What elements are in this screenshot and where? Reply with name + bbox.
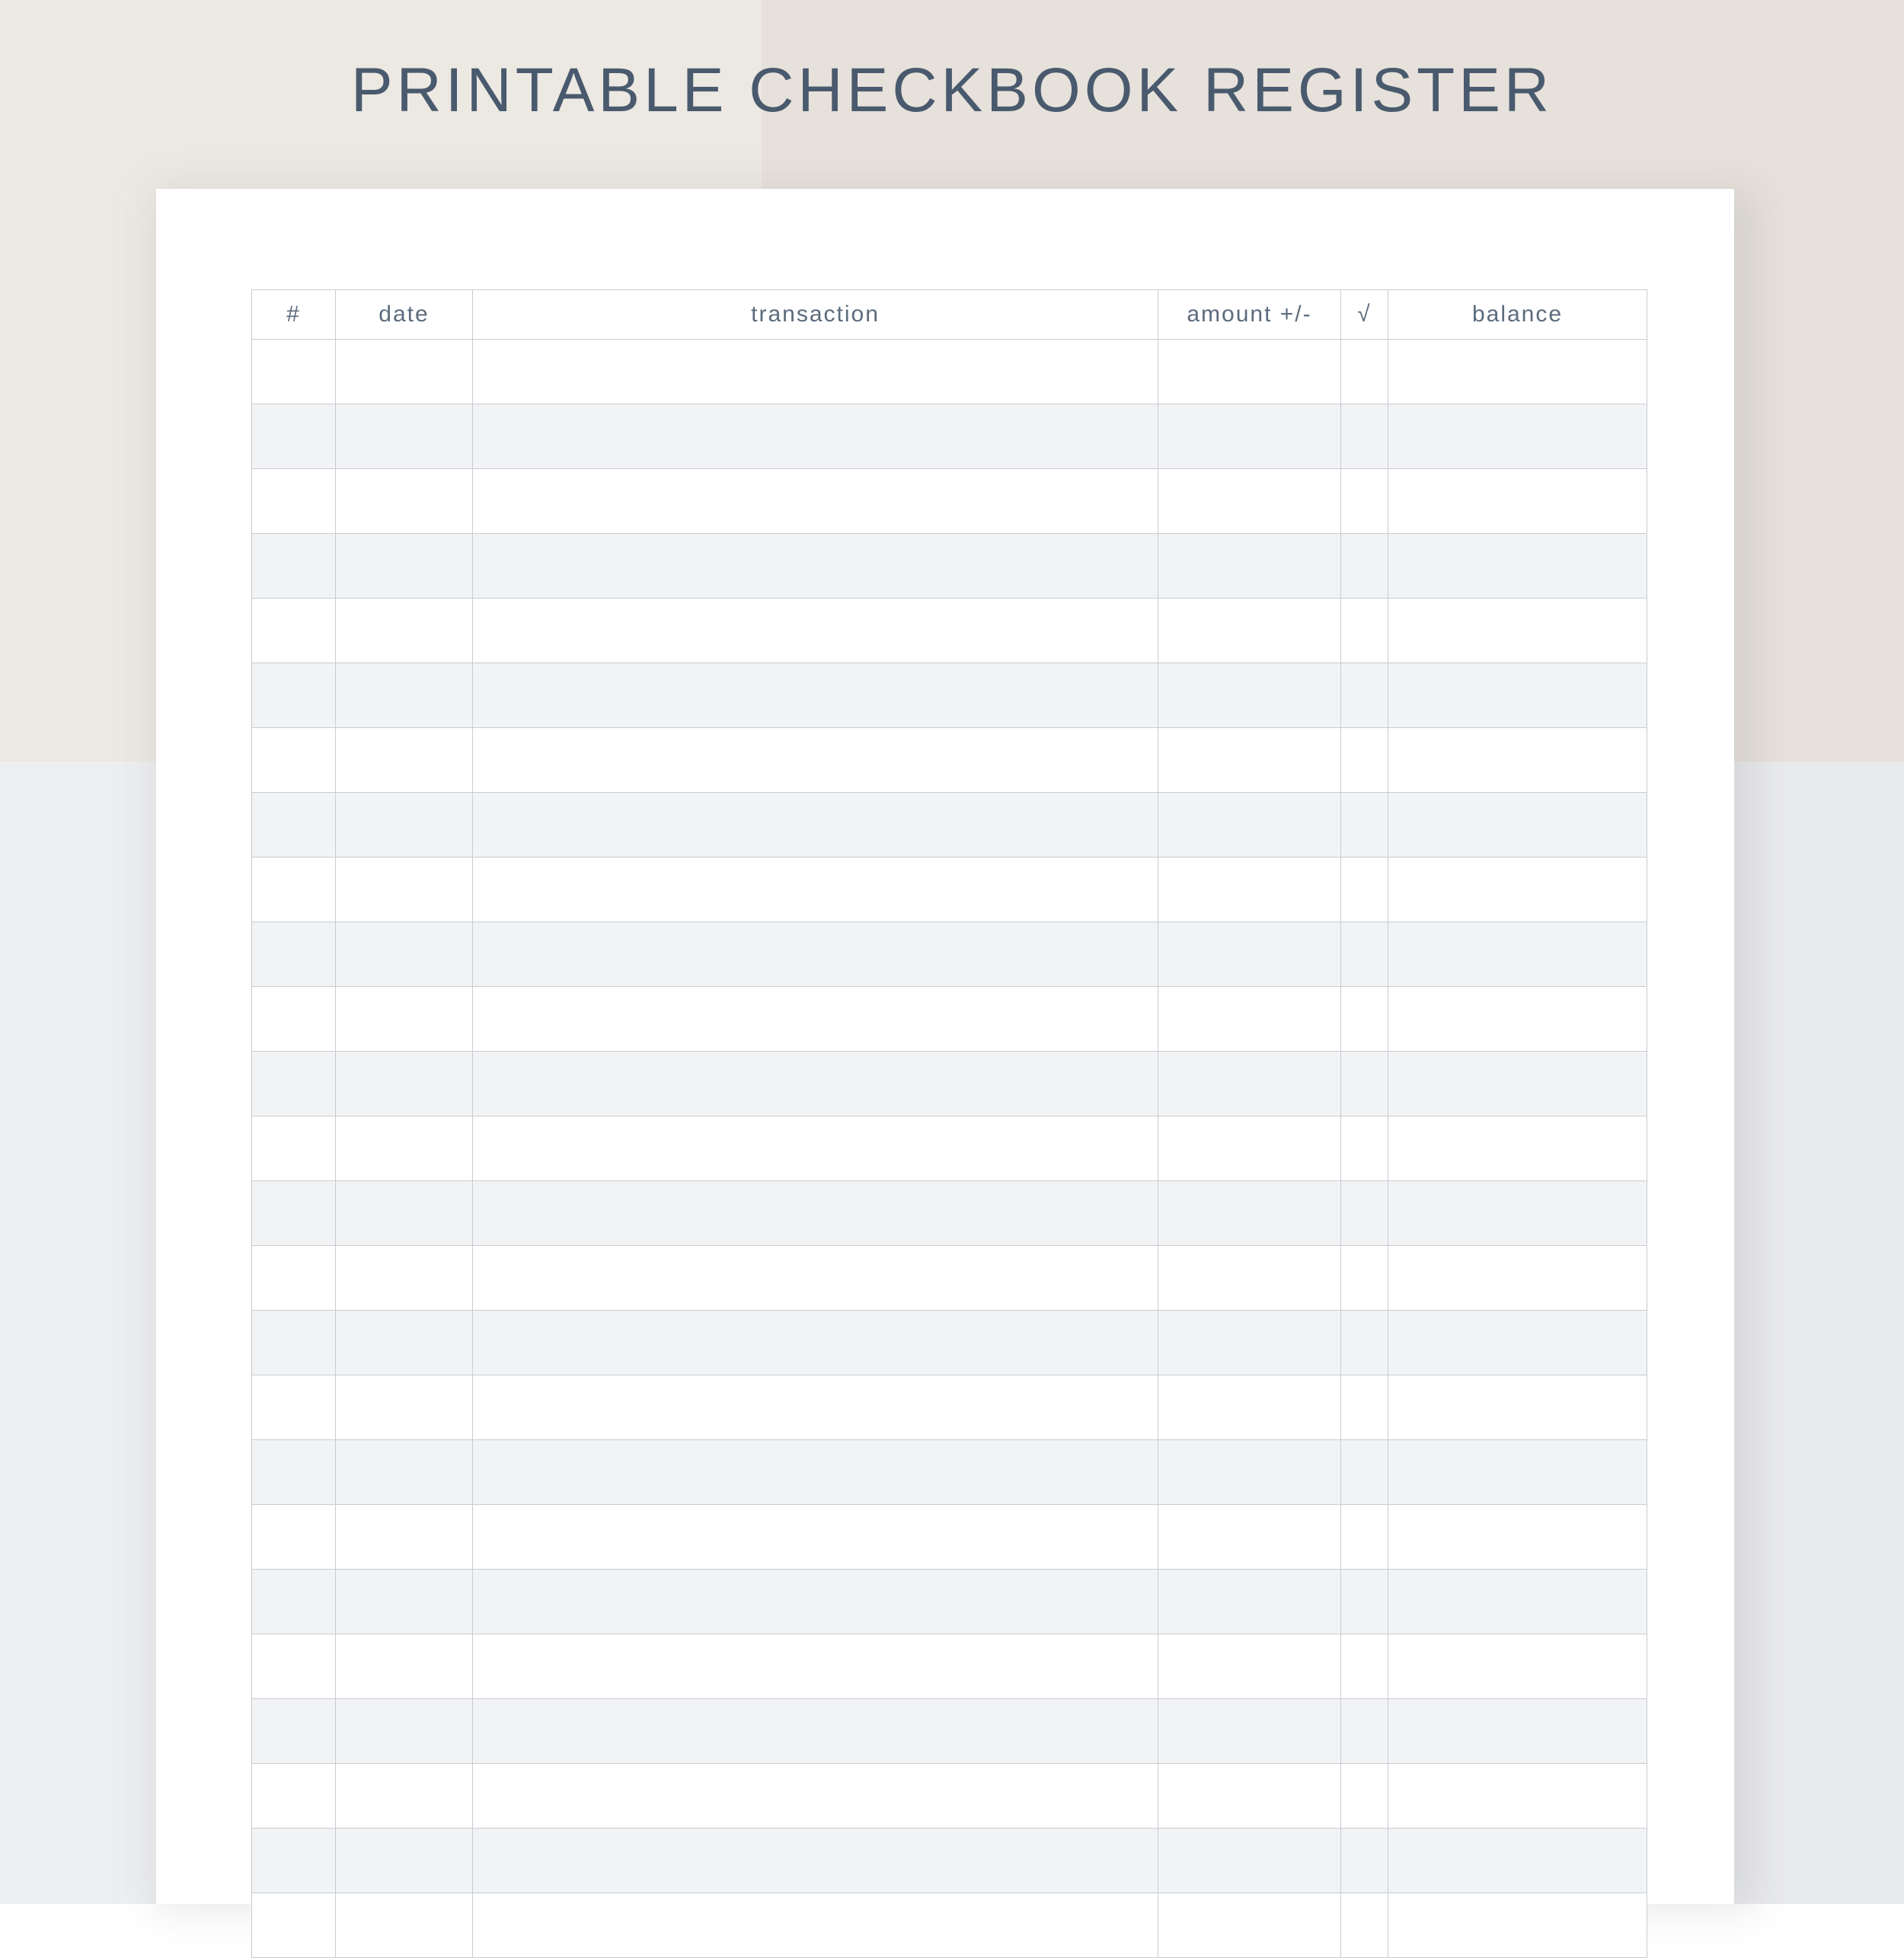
cell-number[interactable] [252,1116,336,1181]
cell-amount[interactable] [1158,1246,1341,1311]
cell-date[interactable] [336,1570,473,1634]
cell-check[interactable] [1341,1893,1388,1958]
cell-check[interactable] [1341,1246,1388,1311]
cell-number[interactable] [252,1246,336,1311]
table-row[interactable] [252,922,1647,987]
cell-balance[interactable] [1388,1570,1647,1634]
cell-amount[interactable] [1158,599,1341,663]
table-row[interactable] [252,534,1647,599]
checkbook-register-table [251,289,1647,1958]
cell-transaction[interactable] [473,1311,1158,1375]
cell-number[interactable] [252,793,336,858]
cell-amount[interactable] [1158,1893,1341,1958]
cell-date[interactable] [336,1699,473,1764]
cell-check[interactable] [1341,1311,1388,1375]
cell-amount[interactable] [1158,728,1341,793]
cell-check[interactable] [1341,1634,1388,1699]
cell-check[interactable] [1341,1052,1388,1116]
cell-transaction[interactable] [473,599,1158,663]
cell-check[interactable] [1341,1764,1388,1829]
cell-date[interactable] [336,1375,473,1440]
table-row[interactable] [252,1375,1647,1440]
cell-balance[interactable] [1388,793,1647,858]
cell-amount[interactable] [1158,1505,1341,1570]
cell-balance[interactable] [1388,728,1647,793]
cell-transaction[interactable] [473,922,1158,987]
cell-amount[interactable] [1158,987,1341,1052]
cell-balance[interactable] [1388,469,1647,534]
table-row[interactable] [252,1116,1647,1181]
cell-date[interactable] [336,469,473,534]
cell-transaction[interactable] [473,1764,1158,1829]
cell-number[interactable] [252,1634,336,1699]
cell-amount[interactable] [1158,1634,1341,1699]
table-row[interactable] [252,663,1647,728]
cell-amount[interactable] [1158,1829,1341,1893]
cell-balance[interactable] [1388,987,1647,1052]
cell-transaction[interactable] [473,1699,1158,1764]
cell-check[interactable] [1341,340,1388,404]
cell-number[interactable] [252,1181,336,1246]
cell-date[interactable] [336,1634,473,1699]
table-row[interactable] [252,1181,1647,1246]
table-row[interactable] [252,599,1647,663]
cell-amount[interactable] [1158,793,1341,858]
table-row[interactable] [252,1764,1647,1829]
cell-transaction[interactable] [473,1893,1158,1958]
cell-number[interactable] [252,1052,336,1116]
cell-date[interactable] [336,1440,473,1505]
cell-balance[interactable] [1388,1246,1647,1311]
column-header-amount: amount +/- [1158,290,1341,340]
cell-check[interactable] [1341,1505,1388,1570]
cell-amount[interactable] [1158,1375,1341,1440]
cell-transaction[interactable] [473,1052,1158,1116]
cell-number[interactable] [252,1311,336,1375]
cell-check[interactable] [1341,1181,1388,1246]
cell-balance[interactable] [1388,1829,1647,1893]
cell-balance[interactable] [1388,1311,1647,1375]
cell-transaction[interactable] [473,534,1158,599]
cell-transaction[interactable] [473,1181,1158,1246]
cell-check[interactable] [1341,534,1388,599]
cell-amount[interactable] [1158,922,1341,987]
cell-balance[interactable] [1388,599,1647,663]
cell-balance[interactable] [1388,1116,1647,1181]
cell-check[interactable] [1341,1829,1388,1893]
cell-date[interactable] [336,1181,473,1246]
table-row[interactable] [252,1829,1647,1893]
cell-check[interactable] [1341,663,1388,728]
cell-amount[interactable] [1158,469,1341,534]
cell-transaction[interactable] [473,404,1158,469]
cell-date[interactable] [336,663,473,728]
cell-transaction[interactable] [473,1634,1158,1699]
cell-date[interactable] [336,340,473,404]
cell-transaction[interactable] [473,1829,1158,1893]
cell-amount[interactable] [1158,1570,1341,1634]
table-row[interactable] [252,1505,1647,1570]
cell-check[interactable] [1341,793,1388,858]
cell-balance[interactable] [1388,1375,1647,1440]
cell-date[interactable] [336,1764,473,1829]
register-body [252,340,1647,1958]
cell-transaction[interactable] [473,469,1158,534]
cell-balance[interactable] [1388,1052,1647,1116]
cell-amount[interactable] [1158,1116,1341,1181]
cell-amount[interactable] [1158,1311,1341,1375]
table-row[interactable] [252,858,1647,922]
cell-transaction[interactable] [473,1246,1158,1311]
page-title: PRINTABLE CHECKBOOK REGISTER [350,56,1554,125]
table-row[interactable] [252,1893,1647,1958]
cell-date[interactable] [336,1505,473,1570]
cell-check[interactable] [1341,1440,1388,1505]
cell-date[interactable] [336,1311,473,1375]
cell-transaction[interactable] [473,1505,1158,1570]
cell-date[interactable] [336,728,473,793]
cell-number[interactable] [252,340,336,404]
cell-transaction[interactable] [473,987,1158,1052]
column-header-number: # [252,290,336,340]
cell-date[interactable] [336,1052,473,1116]
cell-balance[interactable] [1388,340,1647,404]
table-row[interactable] [252,1570,1647,1634]
cell-transaction[interactable] [473,663,1158,728]
cell-balance[interactable] [1388,1634,1647,1699]
cell-amount[interactable] [1158,1440,1341,1505]
check-mark-icon: √ [1341,290,1388,340]
table-row[interactable] [252,793,1647,858]
cell-number[interactable] [252,922,336,987]
cell-balance[interactable] [1388,1699,1647,1764]
cell-date[interactable] [336,793,473,858]
table-row[interactable] [252,1634,1647,1699]
cell-balance[interactable] [1388,404,1647,469]
table-row[interactable] [252,404,1647,469]
cell-number[interactable] [252,1829,336,1893]
cell-check[interactable] [1341,1375,1388,1440]
register-header [252,290,1647,340]
cell-balance[interactable] [1388,922,1647,987]
cell-transaction[interactable] [473,1440,1158,1505]
cell-balance[interactable] [1388,1505,1647,1570]
table-row[interactable] [252,1052,1647,1116]
cell-check[interactable] [1341,469,1388,534]
cell-number[interactable] [252,663,336,728]
column-header-date: date [336,290,473,340]
cell-date[interactable] [336,1116,473,1181]
cell-number[interactable] [252,599,336,663]
cell-number[interactable] [252,404,336,469]
cell-number[interactable] [252,1699,336,1764]
cell-amount[interactable] [1158,1764,1341,1829]
table-row[interactable] [252,340,1647,404]
cell-date[interactable] [336,1829,473,1893]
cell-transaction[interactable] [473,1116,1158,1181]
table-row[interactable] [252,728,1647,793]
cell-check[interactable] [1341,599,1388,663]
cell-number[interactable] [252,728,336,793]
cell-balance[interactable] [1388,1181,1647,1246]
cell-transaction[interactable] [473,1375,1158,1440]
table-row[interactable] [252,1699,1647,1764]
cell-check[interactable] [1341,404,1388,469]
cell-transaction[interactable] [473,793,1158,858]
cell-date[interactable] [336,599,473,663]
cell-transaction[interactable] [473,340,1158,404]
cell-check[interactable] [1341,922,1388,987]
cell-check[interactable] [1341,987,1388,1052]
cell-date[interactable] [336,987,473,1052]
cell-number[interactable] [252,534,336,599]
table-row[interactable] [252,1440,1647,1505]
cell-balance[interactable] [1388,858,1647,922]
cell-date[interactable] [336,1246,473,1311]
column-header-balance: balance [1388,290,1647,340]
cell-amount[interactable] [1158,340,1341,404]
cell-number[interactable] [252,1764,336,1829]
cell-transaction[interactable] [473,858,1158,922]
cell-check[interactable] [1341,728,1388,793]
cell-balance[interactable] [1388,1764,1647,1829]
cell-check[interactable] [1341,1116,1388,1181]
cell-number[interactable] [252,1375,336,1440]
column-header-transaction: transaction [473,290,1158,340]
cell-balance[interactable] [1388,1893,1647,1958]
cell-check[interactable] [1341,858,1388,922]
cell-date[interactable] [336,404,473,469]
table-row[interactable] [252,987,1647,1052]
cell-date[interactable] [336,858,473,922]
cell-date[interactable] [336,1893,473,1958]
table-row[interactable] [252,1311,1647,1375]
cell-amount[interactable] [1158,1052,1341,1116]
cell-transaction[interactable] [473,728,1158,793]
cell-check[interactable] [1341,1570,1388,1634]
cell-amount[interactable] [1158,534,1341,599]
cell-number[interactable] [252,1893,336,1958]
table-row[interactable] [252,469,1647,534]
cell-balance[interactable] [1388,534,1647,599]
cell-transaction[interactable] [473,1570,1158,1634]
cell-number[interactable] [252,1440,336,1505]
cell-amount[interactable] [1158,858,1341,922]
cell-number[interactable] [252,469,336,534]
cell-amount[interactable] [1158,663,1341,728]
cell-balance[interactable] [1388,1440,1647,1505]
cell-number[interactable] [252,858,336,922]
register-header-row [252,290,1647,340]
table-row[interactable] [252,1246,1647,1311]
cell-amount[interactable] [1158,404,1341,469]
cell-balance[interactable] [1388,663,1647,728]
cell-date[interactable] [336,922,473,987]
cell-amount[interactable] [1158,1699,1341,1764]
cell-number[interactable] [252,1505,336,1570]
cell-amount[interactable] [1158,1181,1341,1246]
cell-date[interactable] [336,534,473,599]
cell-check[interactable] [1341,1699,1388,1764]
cell-number[interactable] [252,987,336,1052]
cell-number[interactable] [252,1570,336,1634]
